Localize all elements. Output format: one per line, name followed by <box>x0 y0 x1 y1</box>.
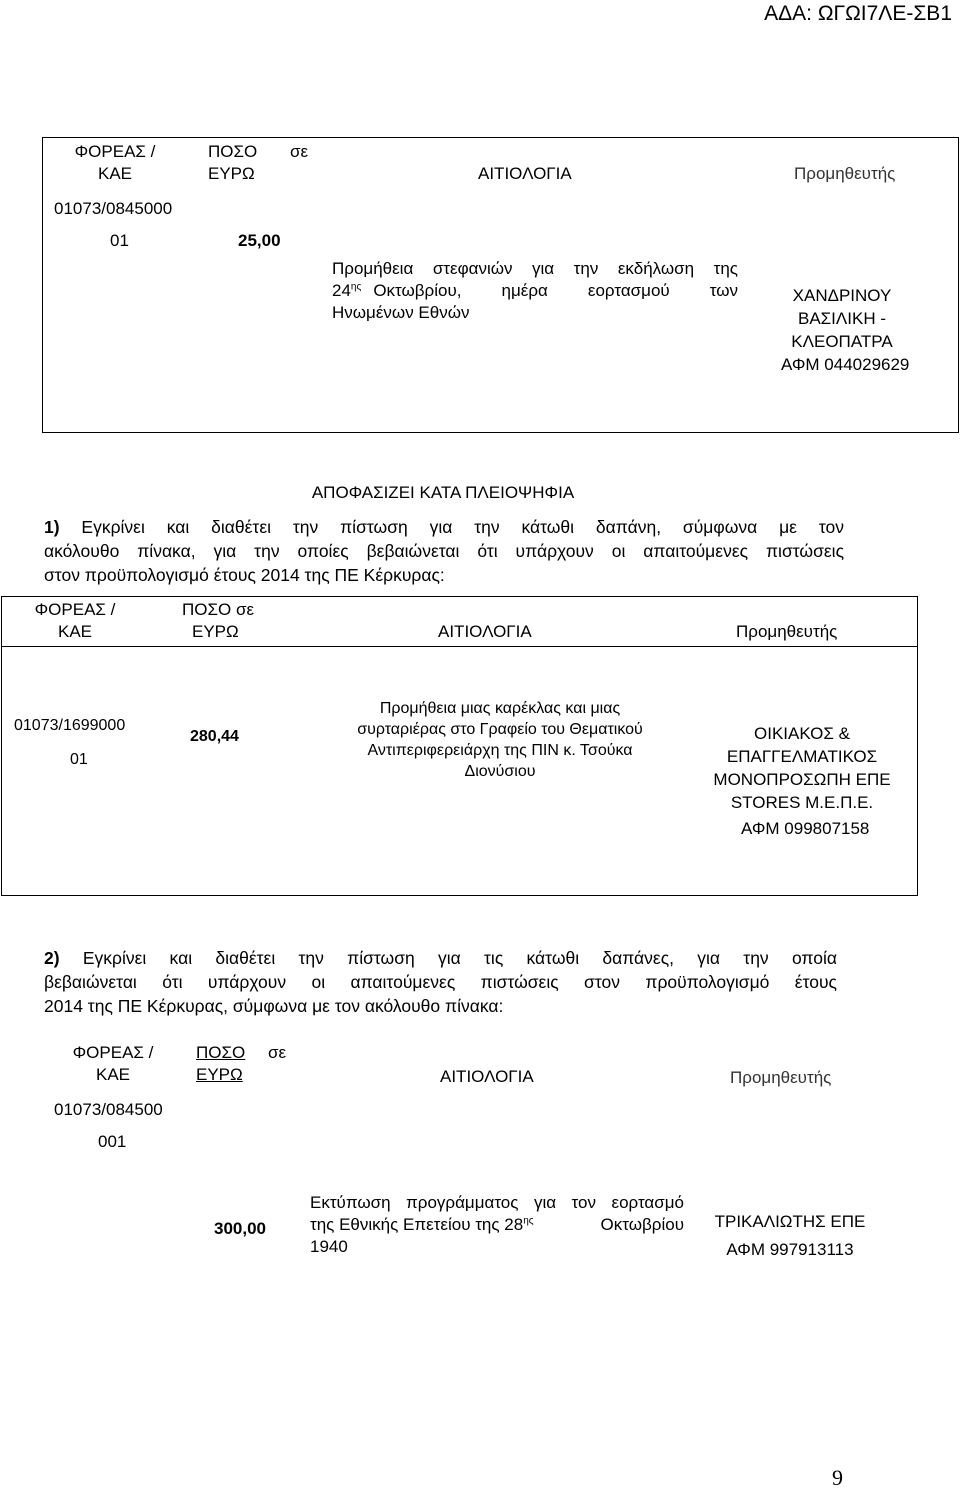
t1-header-aitiologia: ΑΙΤΙΟΛΟΓΙΑ <box>478 164 572 183</box>
t1-description: Προμήθεια στεφανιών για την εκδήλωση της $24^{\eta\varsigma}$ Οκτωβρίου, ημέρα εορτασμού των Ηνωμένων Εθνών <box>332 259 738 322</box>
t2-header-divider <box>1 646 918 647</box>
t3-description: Εκτύπωση προγράμματος για τον εορτασμό της Εθνικής Επετείου της $28^{\eta\varsigma}$ Οκτωβρίου 1940 <box>310 1193 684 1256</box>
decision-heading: ΑΠΟΦΑΣΙΖΕΙ ΚΑΤΑ ΠΛΕΙΟΨΗΦΙΑ <box>311 483 575 502</box>
t3-header-aitiologia: ΑΙΤΙΟΛΟΓΙΑ <box>440 1067 534 1086</box>
t2-header-foreas: ΦΟΡΕΑΣ / ΚΑΕ <box>34 600 116 641</box>
t1-kae: 01 <box>110 231 129 250</box>
t1-supplier: ΧΑΝΔΡΙΝΟΥ ΒΑΣΙΛΙΚΗ - ΚΛΕΟΠΑΤΡΑ <box>791 286 893 351</box>
t3-amount: 300,00 <box>214 1219 266 1238</box>
t2-header-poso: ΠΟΣΟ σε ΕΥΡΩ <box>182 600 255 641</box>
t3-supplier: ΤΡΙΚΑΛΙΩΤΗΣ ΕΠΕ ΑΦΜ 997913113 <box>714 1212 866 1259</box>
t2-foreas: 01073/1699000 <box>14 717 126 734</box>
t1-header-foreas: ΦΟΡΕΑΣ / ΚΑΕ <box>74 142 156 183</box>
t2-header-promitheftis: Προμηθευτής <box>736 622 838 641</box>
t2-header-aitiologia: ΑΙΤΙΟΛΟΓΙΑ <box>438 622 532 641</box>
t2-description: Προμήθεια μιας καρέκλας και μιας συρταριέρας στο Γραφείο του Θεματικού Αντιπεριφερειάρχη της ΠΙΝ κ. Τσούκα Διονύσιου <box>357 700 643 780</box>
t3-kae: 001 <box>98 1132 127 1151</box>
ada-code: ΑΔΑ: ΩΓΩΙ7ΛΕ-ΣΒ1 <box>764 2 952 25</box>
decision-paragraph-1: 1) Εγκρίνει και διαθέτει την πίστωση για την κάτωθι δαπάνη, σύμφωνα με τον ακόλουθο πίνακα, για την οποίες βεβαιώνεται ότι υπάρχουν οι απαιτούμενες πιστώσεις στον προϋπολογισμό έτους 2014 της ΠΕ Κέρκυρας: <box>44 517 844 585</box>
t2-kae: 01 <box>70 751 88 768</box>
page-number: 9 <box>832 1465 843 1490</box>
t1-afm: ΑΦΜ 044029629 <box>781 355 910 374</box>
t3-header-promitheftis: Προμηθευτής <box>730 1068 832 1087</box>
t1-header-poso: ΠΟΣΟ σε ΕΥΡΩ <box>208 142 309 183</box>
t1-header-promitheftis: Προμηθευτής <box>794 164 896 183</box>
t2-supplier: ΟΙΚΙΑΚΟΣ & ΕΠΑΓΓΕΛΜΑΤΙΚΟΣ ΜΟΝΟΠΡΟΣΩΠΗ ΕΠΕ STORES Μ.Ε.Π.Ε. <box>713 724 891 812</box>
t1-amount: 25,00 <box>238 231 281 250</box>
t3-header-poso: ΠΟΣΟ σε ΕΥΡΩ <box>196 1043 287 1084</box>
paragraph-2: 2) Εγκρίνει και διαθέτει την πίστωση για τις κάτωθι δαπάνες, για την οποία βεβαιώνεται ότι υπάρχουν οι απαιτούμενες πιστώσεις στον προϋπολογισμό έτους 2014 της ΠΕ Κέρκυρας, σύμφωνα με τον ακόλουθο πίνακα: <box>44 948 837 1016</box>
t3-foreas: 01073/084500 <box>54 1100 163 1119</box>
t3-header-foreas: ΦΟΡΕΑΣ / ΚΑΕ <box>72 1043 154 1084</box>
t1-foreas: 01073/0845000 <box>54 199 173 218</box>
t2-afm: ΑΦΜ 099807158 <box>741 819 870 838</box>
t2-amount: 280,44 <box>190 728 239 745</box>
